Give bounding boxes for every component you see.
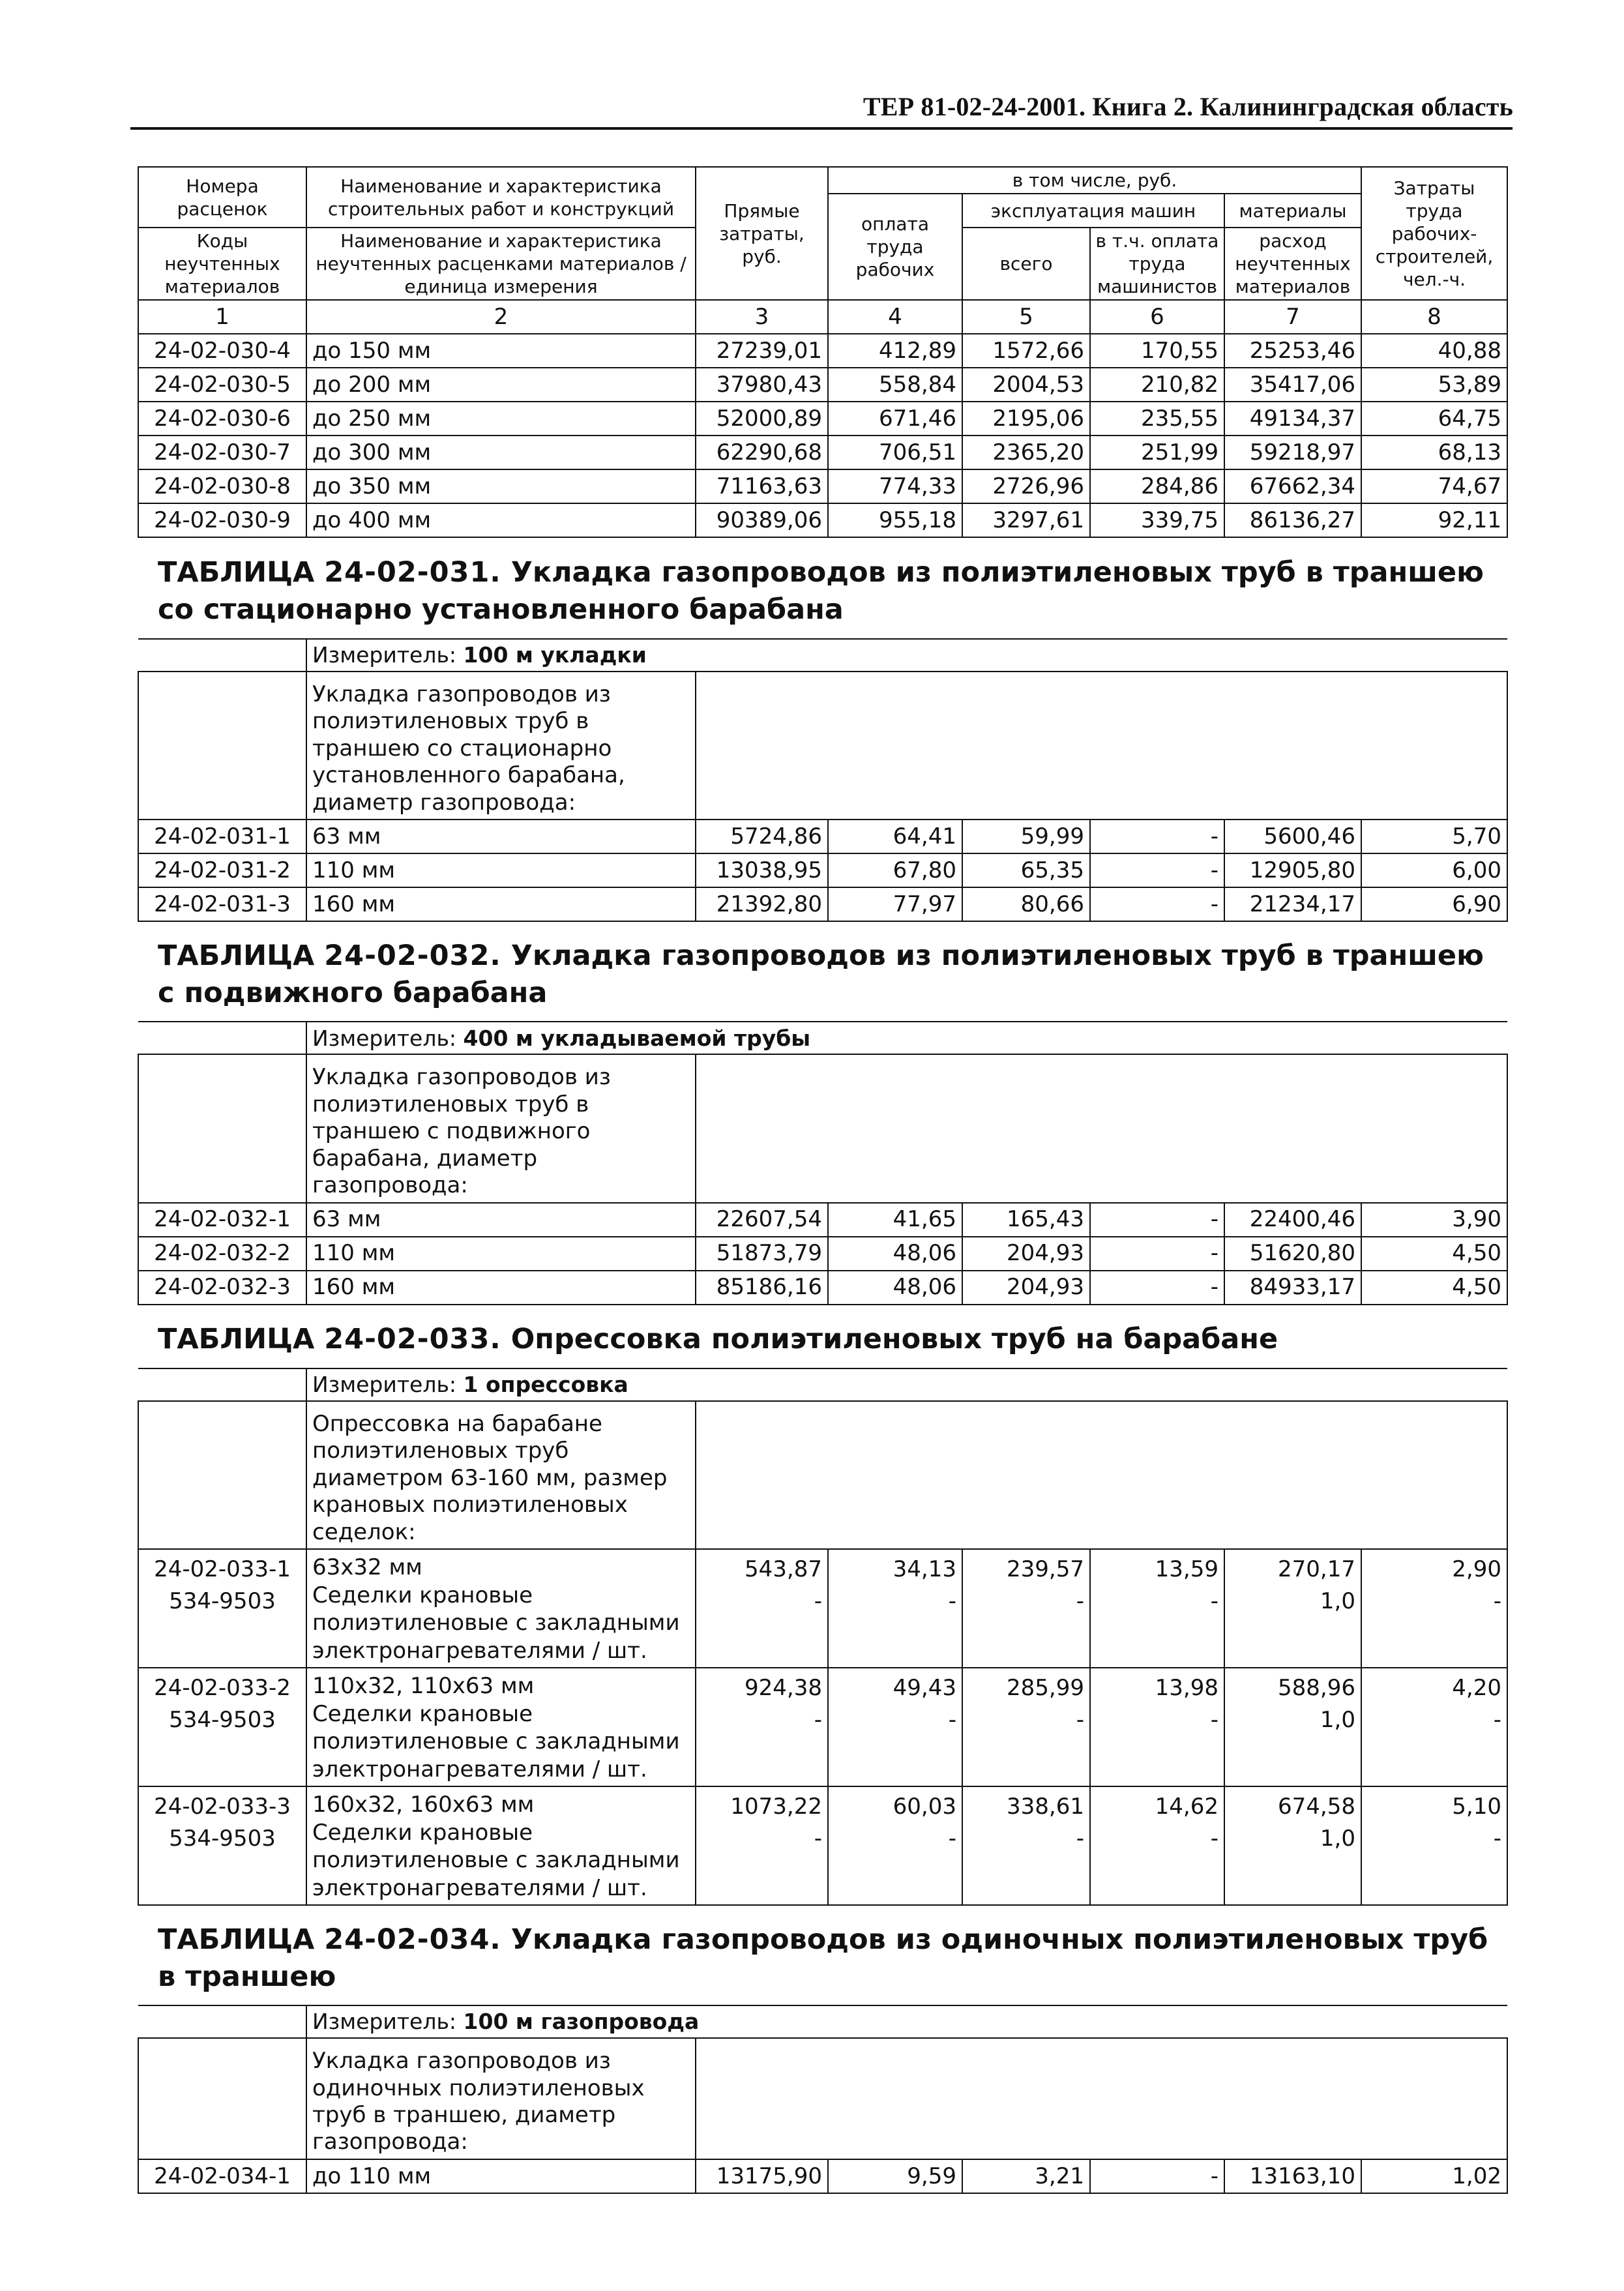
operators-pay: - [1090,2159,1224,2193]
table-row [138,853,1507,887]
labor-hours: 4,50 [1361,1271,1507,1305]
intro-row [138,2038,1507,2159]
section-prefix: ТАБЛИЦА [158,555,315,589]
column-number: 4 [828,300,962,334]
col-header-codes-bottom: Коды неучтенных материалов [138,228,306,300]
labor-pay: 34,13 [893,1556,956,1583]
section-032 [138,921,1507,1022]
machines-total: 204,93 [962,1271,1090,1305]
machines-total: 65,35 [962,853,1090,887]
measure-label: Измеритель: [312,1025,457,1051]
column-number: 6 [1090,300,1224,334]
machines-total: 59,99 [962,820,1090,853]
materials: 86136,27 [1224,503,1361,537]
section-title [158,1321,1507,1358]
col-header-labor-pay: оплата труда рабочих [828,194,962,300]
section-number: 24-02-032. [324,939,501,973]
labor-hours: 6,00 [1361,853,1507,887]
material-code: 534-9503 [169,1707,276,1734]
section-heading: Укладка газопроводов из полиэтиленовых труб в траншею со стационарно установленного барабана [158,555,1484,626]
group-description: Укладка газопроводов из одиночных полиэтиленовых труб в траншею, диаметр газопровода: [306,2038,696,2159]
machines-total: 2195,06 [962,402,1090,436]
operators-pay: 339,75 [1090,503,1224,537]
machines-total: 2004,53 [962,368,1090,402]
material-usage: 1,0 [1320,1825,1355,1852]
work-name: 160х32, 160х63 мм [312,1792,535,1818]
table-row [138,334,1507,368]
col-header-codes-top: Номера расценок [138,167,306,228]
labor-pay: 60,03 [893,1794,956,1820]
direct-costs: 62290,68 [696,436,828,469]
operators-pay: 210,82 [1090,368,1224,402]
col-header-operators-pay: в т.ч. оплата труда машинистов [1090,228,1224,300]
table-row [138,503,1507,537]
material-code: 534-9503 [169,1588,276,1615]
operators-pay: - [1090,887,1224,921]
material-value: - [1076,1707,1084,1734]
labor-pay: 671,46 [828,402,962,436]
labor-hours: 64,75 [1361,402,1507,436]
price-table [138,166,1508,2194]
section-number: 24-02-034. [324,1923,501,1956]
operators-pay: - [1090,1203,1224,1237]
materials: 25253,46 [1224,334,1361,368]
direct-costs: 27239,01 [696,334,828,368]
materials: 67662,34 [1224,469,1361,503]
material-name: Седелки крановые полиэтиленовые с закладными электронагревателями / шт. [312,1582,680,1664]
materials: 35417,06 [1224,368,1361,402]
col-header-material-usage: расход неучтенных материалов [1224,228,1361,300]
material-value: - [1210,1825,1218,1852]
direct-costs: 51873,79 [696,1237,828,1271]
direct-costs: 90389,06 [696,503,828,537]
labor-pay: 67,80 [828,853,962,887]
column-number: 8 [1361,300,1507,334]
col-header-work-name: Наименование и характеристика строительных работ и конструкций [306,167,696,228]
labor-pay: 955,18 [828,503,962,537]
section-title [158,1921,1507,1996]
direct-costs: 5724,86 [696,820,828,853]
material-value: - [1076,1588,1084,1615]
materials: 21234,17 [1224,887,1361,921]
material-value: - [1210,1588,1218,1615]
material-usage: 1,0 [1320,1588,1355,1615]
labor-hours: 5,10 [1452,1794,1501,1820]
labor-pay: 48,06 [828,1237,962,1271]
measure-row [138,1022,1507,1054]
running-header: ТЕР 81-02-24-2001. Книга 2. Калининградская область [863,92,1513,121]
rate-code: 24-02-030-4 [138,334,306,368]
section-title [158,938,1507,1012]
rate-code: 24-02-031-3 [138,887,306,921]
measure-row [138,2005,1507,2038]
operators-pay: - [1090,820,1224,853]
material-code: 534-9503 [169,1825,276,1852]
labor-pay: 77,97 [828,887,962,921]
labor-pay: 706,51 [828,436,962,469]
labor-hours: 4,20 [1452,1675,1501,1702]
work-name: 110х32, 110х63 мм [312,1673,535,1700]
material-value: - [1493,1707,1501,1734]
intro-row [138,672,1507,820]
table-row [138,887,1507,921]
material-value: - [948,1588,956,1615]
table-row [138,1271,1507,1305]
rate-code: 24-02-033-3 [154,1794,291,1820]
labor-hours: 68,13 [1361,436,1507,469]
measure-value: 100 м укладки [463,642,647,668]
material-name: Седелки крановые полиэтиленовые с закладными электронагревателями / шт. [312,1819,680,1901]
materials: 59218,97 [1224,436,1361,469]
machines-total: 1572,66 [962,334,1090,368]
rate-code: 24-02-034-1 [138,2159,306,2193]
group-description: Укладка газопроводов из полиэтиленовых труб в траншею со стационарно установленного барабана, диаметр газопровода: [306,672,696,820]
measure-label: Измеритель: [312,1371,457,1397]
material-name: Седелки крановые полиэтиленовые с закладными электронагревателями / шт. [312,1700,680,1782]
labor-hours: 5,70 [1361,820,1507,853]
table-row [138,1203,1507,1237]
material-usage: 1,0 [1320,1707,1355,1734]
column-number: 5 [962,300,1090,334]
rate-code: 24-02-033-1 [154,1556,291,1583]
column-numbers-row [138,300,1507,334]
labor-hours: 2,90 [1452,1556,1501,1583]
machines-total: 2726,96 [962,469,1090,503]
labor-hours: 4,50 [1361,1237,1507,1271]
machines-total: 80,66 [962,887,1090,921]
materials: 49134,37 [1224,402,1361,436]
work-name: до 200 мм [306,368,696,402]
rate-code: 24-02-030-8 [138,469,306,503]
labor-pay: 48,06 [828,1271,962,1305]
labor-pay: 774,33 [828,469,962,503]
operators-pay: 251,99 [1090,436,1224,469]
work-name: 63 мм [306,1203,696,1237]
direct-costs: 13038,95 [696,853,828,887]
labor-hours: 53,89 [1361,368,1507,402]
section-prefix: ТАБЛИЦА [158,1923,315,1956]
machines-total: 2365,20 [962,436,1090,469]
labor-hours: 40,88 [1361,334,1507,368]
labor-hours: 3,90 [1361,1203,1507,1237]
machines-total: 285,99 [1007,1675,1084,1702]
table-row [138,469,1507,503]
materials: 51620,80 [1224,1237,1361,1271]
measure-row [138,1368,1507,1401]
machines-total: 338,61 [1007,1794,1084,1820]
measure-row [138,639,1507,672]
rate-code: 24-02-033-2 [154,1675,291,1702]
table-row [138,1549,1507,1668]
rate-code: 24-02-030-7 [138,436,306,469]
materials: 5600,46 [1224,820,1361,853]
labor-pay: 412,89 [828,334,962,368]
direct-costs: 13175,90 [696,2159,828,2193]
group-description: Опрессовка на барабане полиэтиленовых труб диаметром 63-160 мм, размер крановых полиэтиленовых седелок: [306,1401,696,1549]
machines-total: 204,93 [962,1237,1090,1271]
labor-pay: 558,84 [828,368,962,402]
intro-row [138,1401,1507,1549]
rate-code: 24-02-032-2 [138,1237,306,1271]
direct-costs: 1073,22 [730,1794,822,1820]
labor-hours: 74,67 [1361,469,1507,503]
material-value: - [814,1825,822,1852]
labor-pay: 64,41 [828,820,962,853]
labor-hours: 6,90 [1361,887,1507,921]
section-033 [138,1305,1507,1368]
rate-code: 24-02-030-9 [138,503,306,537]
direct-costs: 52000,89 [696,402,828,436]
header-rule [130,127,1513,130]
rate-code: 24-02-031-1 [138,820,306,853]
materials: 12905,80 [1224,853,1361,887]
column-number: 7 [1224,300,1361,334]
group-description: Укладка газопроводов из полиэтиленовых труб в траншею с подвижного барабана, диаметр газопровода: [306,1054,696,1202]
machines-total: 3,21 [962,2159,1090,2193]
col-header-group: в том числе, руб. [828,167,1361,194]
material-value: - [1493,1588,1501,1615]
operators-pay: 13,98 [1155,1675,1218,1702]
col-header-material-name: Наименование и характеристика неучтенных расценками материалов / единица измерения [306,228,696,300]
labor-hours: 92,11 [1361,503,1507,537]
operators-pay: 235,55 [1090,402,1224,436]
direct-costs: 543,87 [745,1556,822,1583]
machines-total: 3297,61 [962,503,1090,537]
material-value: - [1210,1707,1218,1734]
work-name: 160 мм [306,887,696,921]
rate-code: 24-02-032-1 [138,1203,306,1237]
section-title [158,554,1507,628]
rate-code: 24-02-030-6 [138,402,306,436]
table-row [138,820,1507,853]
direct-costs: 71163,63 [696,469,828,503]
operators-pay: 170,55 [1090,334,1224,368]
section-number: 24-02-033. [324,1323,501,1356]
materials: 13163,10 [1224,2159,1361,2193]
work-name: до 250 мм [306,402,696,436]
material-value: - [814,1707,822,1734]
section-prefix: ТАБЛИЦА [158,939,315,973]
table-row [138,1786,1507,1905]
labor-pay: 9,59 [828,2159,962,2193]
material-value: - [948,1825,956,1852]
labor-pay: 41,65 [828,1203,962,1237]
operators-pay: 13,59 [1155,1556,1218,1583]
material-value: - [1493,1825,1501,1852]
section-034 [138,1905,1507,2005]
measure-label: Измеритель: [312,2009,457,2035]
material-value: - [948,1707,956,1734]
rate-code: 24-02-030-5 [138,368,306,402]
operators-pay: 284,86 [1090,469,1224,503]
section-heading: Укладка газопроводов из одиночных полиэтиленовых труб в траншею [158,1923,1488,1994]
section-number: 24-02-031. [324,555,501,589]
col-header-machines-total: всего [962,228,1090,300]
column-number: 3 [696,300,828,334]
material-value: - [1076,1825,1084,1852]
materials: 270,17 [1278,1556,1355,1583]
operators-pay: - [1090,1237,1224,1271]
column-number: 2 [306,300,696,334]
intro-row [138,1054,1507,1202]
work-name: до 300 мм [306,436,696,469]
col-header-machines: эксплуатация машин [962,194,1224,228]
labor-pay: 49,43 [893,1675,956,1702]
work-name: 63х32 мм [312,1554,422,1581]
work-name: 160 мм [306,1271,696,1305]
measure-label: Измеритель: [312,642,457,668]
material-value: - [814,1588,822,1615]
column-number: 1 [138,300,306,334]
table-row [138,368,1507,402]
table-row [138,1668,1507,1786]
table-row [138,2159,1507,2193]
work-name: до 110 мм [306,2159,696,2193]
col-header-direct-costs: Прямые затраты, руб. [696,167,828,300]
operators-pay: - [1090,1271,1224,1305]
section-heading: Укладка газопроводов из полиэтиленовых труб в траншею с подвижного барабана [158,939,1484,1010]
direct-costs: 37980,43 [696,368,828,402]
work-name: 110 мм [306,853,696,887]
labor-hours: 1,02 [1361,2159,1507,2193]
measure-value: 400 м укладываемой трубы [463,1025,811,1051]
section-heading: Опрессовка полиэтиленовых труб на барабане [510,1323,1278,1356]
table-row [138,436,1507,469]
measure-value: 100 м газопровода [463,2009,700,2035]
direct-costs: 21392,80 [696,887,828,921]
table-row [138,402,1507,436]
work-name: до 400 мм [306,503,696,537]
section-prefix: ТАБЛИЦА [158,1323,315,1356]
work-name: до 150 мм [306,334,696,368]
direct-costs: 85186,16 [696,1271,828,1305]
col-header-labor-hours: Затраты труда рабочих-строителей, чел.-ч. [1361,167,1507,300]
rate-code: 24-02-031-2 [138,853,306,887]
materials: 22400,46 [1224,1203,1361,1237]
machines-total: 165,43 [962,1203,1090,1237]
work-name: до 350 мм [306,469,696,503]
measure-value: 1 опрессовка [463,1371,628,1397]
machines-total: 239,57 [1007,1556,1084,1583]
materials: 674,58 [1278,1794,1355,1820]
operators-pay: 14,62 [1155,1794,1218,1820]
table-row [138,1237,1507,1271]
work-name: 63 мм [306,820,696,853]
direct-costs: 924,38 [745,1675,822,1702]
materials: 588,96 [1278,1675,1355,1702]
col-header-materials: материалы [1224,194,1361,228]
work-name: 110 мм [306,1237,696,1271]
section-031 [138,537,1507,639]
rate-code: 24-02-032-3 [138,1271,306,1305]
operators-pay: - [1090,853,1224,887]
direct-costs: 22607,54 [696,1203,828,1237]
materials: 84933,17 [1224,1271,1361,1305]
